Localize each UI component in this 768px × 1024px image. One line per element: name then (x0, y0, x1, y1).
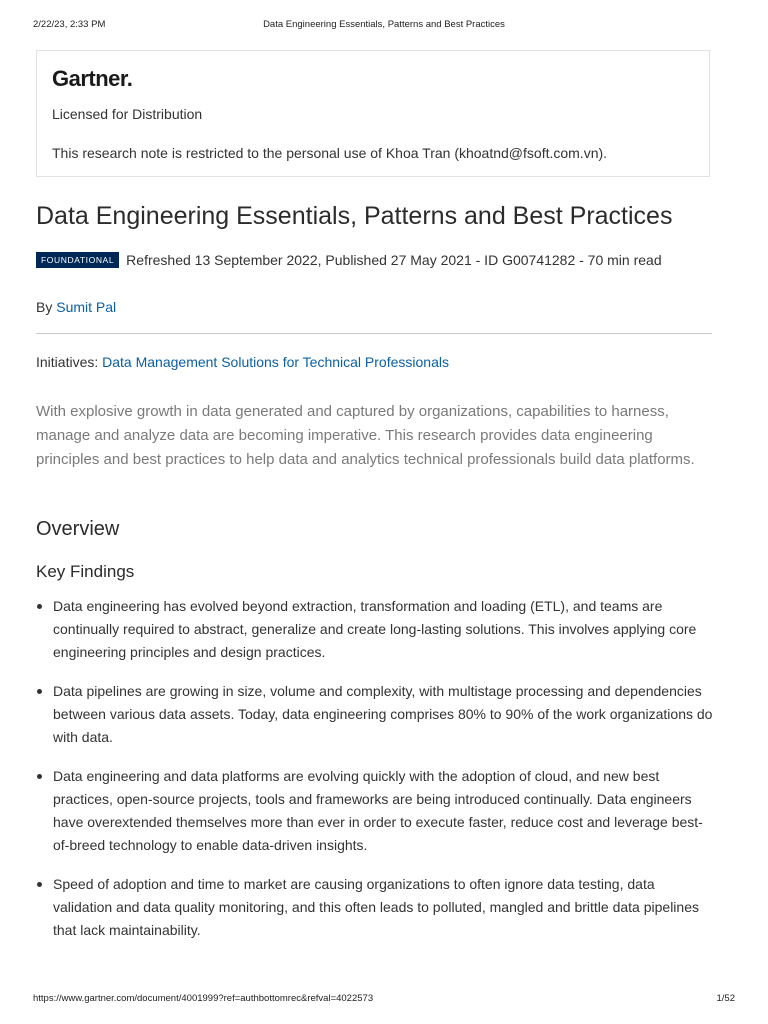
license-box (36, 50, 710, 177)
list-item (36, 873, 716, 942)
logo-dot: . (126, 66, 133, 91)
bullet-icon (37, 604, 42, 609)
print-datetime: 2/22/23, 2:33 PM (33, 19, 106, 30)
page-number: 1/52 (716, 993, 735, 1004)
divider (36, 333, 712, 334)
byline (36, 299, 116, 315)
key-findings-list (36, 595, 716, 958)
initiative-link[interactable]: Data Management Solutions for Technical Professionals (102, 354, 449, 370)
foundational-badge: FOUNDATIONAL (36, 252, 119, 268)
list-item (36, 765, 716, 857)
restriction-note: This research note is restricted to the personal use of Khoa Tran (khoatnd@fsoft.com.vn). (52, 145, 608, 161)
list-item (36, 680, 716, 749)
logo-text: Gartner (52, 66, 127, 91)
initiatives-label: Initiatives: (36, 354, 99, 370)
finding-text: Data engineering has evolved beyond extraction, transformation and loading (ETL), and teams are continually required to abstract, generalize and create long-lasting solutions. This involves applying core engineering principles and design practices. (53, 598, 697, 660)
document-meta (36, 250, 738, 270)
key-findings-heading: Key Findings (36, 562, 135, 581)
finding-text: Speed of adoption and time to market are causing organizations to often ignore data testing, data validation and data quality monitoring, and this often leads to polluted, mangled and brittle data pipelines that lack maintainability. (53, 876, 699, 938)
finding-text: Data engineering and data platforms are evolving quickly with the adoption of cloud, and new best practices, open-source projects, tools and frameworks are being introduced continually. Data engineers have overextended themselves more than ever in order to execute faster, reduce cost and leverage best-of-breed technology to enable data-driven insights. (53, 768, 703, 853)
finding-text: Data pipelines are growing in size, volume and complexity, with multistage processing and dependencies between various data assets. Today, data engineering comprises 80% to 90% of the work organizations do with data. (53, 683, 713, 745)
bullet-icon (37, 774, 42, 779)
bullet-icon (37, 689, 42, 694)
author-link[interactable]: Sumit Pal (56, 299, 117, 315)
print-url: https://www.gartner.com/document/4001999?ref=authbottomrec&refval=4022573 (33, 993, 374, 1004)
document-meta-text: Refreshed 13 September 2022, Published 27 May 2021 - ID G00741282 - 70 min read (126, 252, 662, 268)
bullet-icon (37, 882, 42, 887)
print-header (33, 19, 735, 33)
licensed-label: Licensed for Distribution (52, 106, 203, 122)
overview-heading: Overview (36, 518, 120, 540)
print-footer (33, 993, 735, 1007)
print-title: Data Engineering Essentials, Patterns and Best Practices (263, 19, 505, 30)
initiatives (36, 354, 449, 370)
gartner-logo[interactable] (52, 66, 132, 92)
by-label: By (36, 299, 53, 315)
summary: With explosive growth in data generated and captured by organizations, capabilities to harness, manage and analyze data are becoming imperative. This research provides data engineering principles and best practices to help data and analytics technical professionals build data platforms. (36, 403, 695, 468)
list-item (36, 595, 716, 664)
document-title: Data Engineering Essentials, Patterns and Best Practices (36, 202, 673, 230)
